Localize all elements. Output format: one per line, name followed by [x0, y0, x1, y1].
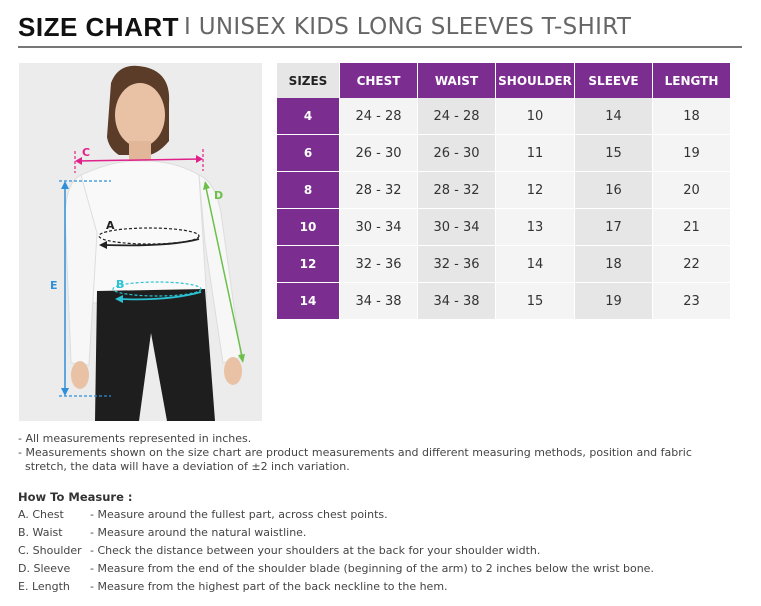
- table-row: [277, 98, 731, 135]
- header-sizes: SIZES: [277, 63, 340, 98]
- chest-cell: 32 - 36: [340, 246, 418, 283]
- length-cell: 19: [653, 135, 731, 172]
- right-hand: [224, 357, 242, 385]
- header: [18, 10, 742, 48]
- measure-desc: - Measure from the end of the shoulder blade (beginning of the arm) to 2 inches below the wrist bone.: [90, 562, 654, 575]
- length-cell: 22: [653, 246, 731, 283]
- measure-label: C. Shoulder: [18, 544, 82, 557]
- waist-cell: 26 - 30: [418, 135, 496, 172]
- shoulder-cell: 11: [496, 135, 575, 172]
- face-shape: [115, 83, 165, 147]
- size-cell: 12: [277, 246, 340, 283]
- sleeve-cell: 15: [575, 135, 653, 172]
- label-a: A: [106, 219, 115, 232]
- chest-cell: 26 - 30: [340, 135, 418, 172]
- shoulder-cell: 12: [496, 172, 575, 209]
- size-cell: 14: [277, 283, 340, 320]
- label-d: D: [214, 189, 224, 202]
- note-inches: - All measurements represented in inches.: [18, 432, 252, 445]
- measure-desc: - Measure from the highest part of the back neckline to the hem.: [90, 580, 448, 593]
- measure-label: B. Waist: [18, 526, 63, 539]
- left-hand: [71, 361, 89, 389]
- length-cell: 23: [653, 283, 731, 320]
- length-cell: 21: [653, 209, 731, 246]
- waist-cell: 30 - 34: [418, 209, 496, 246]
- table-row: [277, 135, 731, 172]
- table-header-row: [277, 63, 731, 98]
- length-cell: 18: [653, 98, 731, 135]
- measurement-illustration: [19, 63, 262, 421]
- shoulder-cell: 15: [496, 283, 575, 320]
- page-subtitle: I UNISEX KIDS LONG SLEEVES T-SHIRT: [184, 14, 632, 40]
- measure-desc: - Check the distance between your shoulders at the back for your shoulder width.: [90, 544, 541, 557]
- shoulder-cell: 13: [496, 209, 575, 246]
- size-cell: 6: [277, 135, 340, 172]
- measure-desc: - Measure around the fullest part, across chest points.: [90, 508, 388, 521]
- table-row: [277, 209, 731, 246]
- size-cell: 4: [277, 98, 340, 135]
- note-deviation-cont: stretch, the data will have a deviation of ±2 inch variation.: [25, 460, 350, 473]
- sleeve-cell: 14: [575, 98, 653, 135]
- chest-cell: 24 - 28: [340, 98, 418, 135]
- table-row: [277, 172, 731, 209]
- waist-cell: 24 - 28: [418, 98, 496, 135]
- sleeve-cell: 18: [575, 246, 653, 283]
- size-table: [277, 63, 731, 320]
- table-row: [277, 246, 731, 283]
- waist-cell: 32 - 36: [418, 246, 496, 283]
- table-row: [277, 283, 731, 320]
- how-to-measure-title: How To Measure :: [18, 490, 133, 504]
- measure-desc: - Measure around the natural waistline.: [90, 526, 307, 539]
- label-c: C: [82, 146, 91, 159]
- shoulder-cell: 10: [496, 98, 575, 135]
- measure-label: E. Length: [18, 580, 70, 593]
- waist-cell: 34 - 38: [418, 283, 496, 320]
- label-e: E: [50, 279, 58, 292]
- header-length: LENGTH: [653, 63, 731, 98]
- sleeve-cell: 19: [575, 283, 653, 320]
- header-waist: WAIST: [418, 63, 496, 98]
- notes: [18, 432, 748, 474]
- note-deviation: - Measurements shown on the size chart are product measurements and different measuring methods, position and fabric: [18, 446, 692, 459]
- length-cell: 20: [653, 172, 731, 209]
- measure-label: A. Chest: [18, 508, 64, 521]
- size-cell: 10: [277, 209, 340, 246]
- chest-cell: 34 - 38: [340, 283, 418, 320]
- page-title: SIZE CHART: [18, 12, 179, 42]
- header-sleeve: SLEEVE: [575, 63, 653, 98]
- label-b: B: [116, 278, 125, 291]
- measure-label: D. Sleeve: [18, 562, 71, 575]
- shoulder-cell: 14: [496, 246, 575, 283]
- model-photo: [19, 63, 262, 421]
- sleeve-cell: 17: [575, 209, 653, 246]
- waist-cell: 28 - 32: [418, 172, 496, 209]
- sleeve-cell: 16: [575, 172, 653, 209]
- header-shoulder: SHOULDER: [496, 63, 575, 98]
- header-chest: CHEST: [340, 63, 418, 98]
- chest-cell: 30 - 34: [340, 209, 418, 246]
- chest-cell: 28 - 32: [340, 172, 418, 209]
- shirt-body: [81, 161, 207, 303]
- size-cell: 8: [277, 172, 340, 209]
